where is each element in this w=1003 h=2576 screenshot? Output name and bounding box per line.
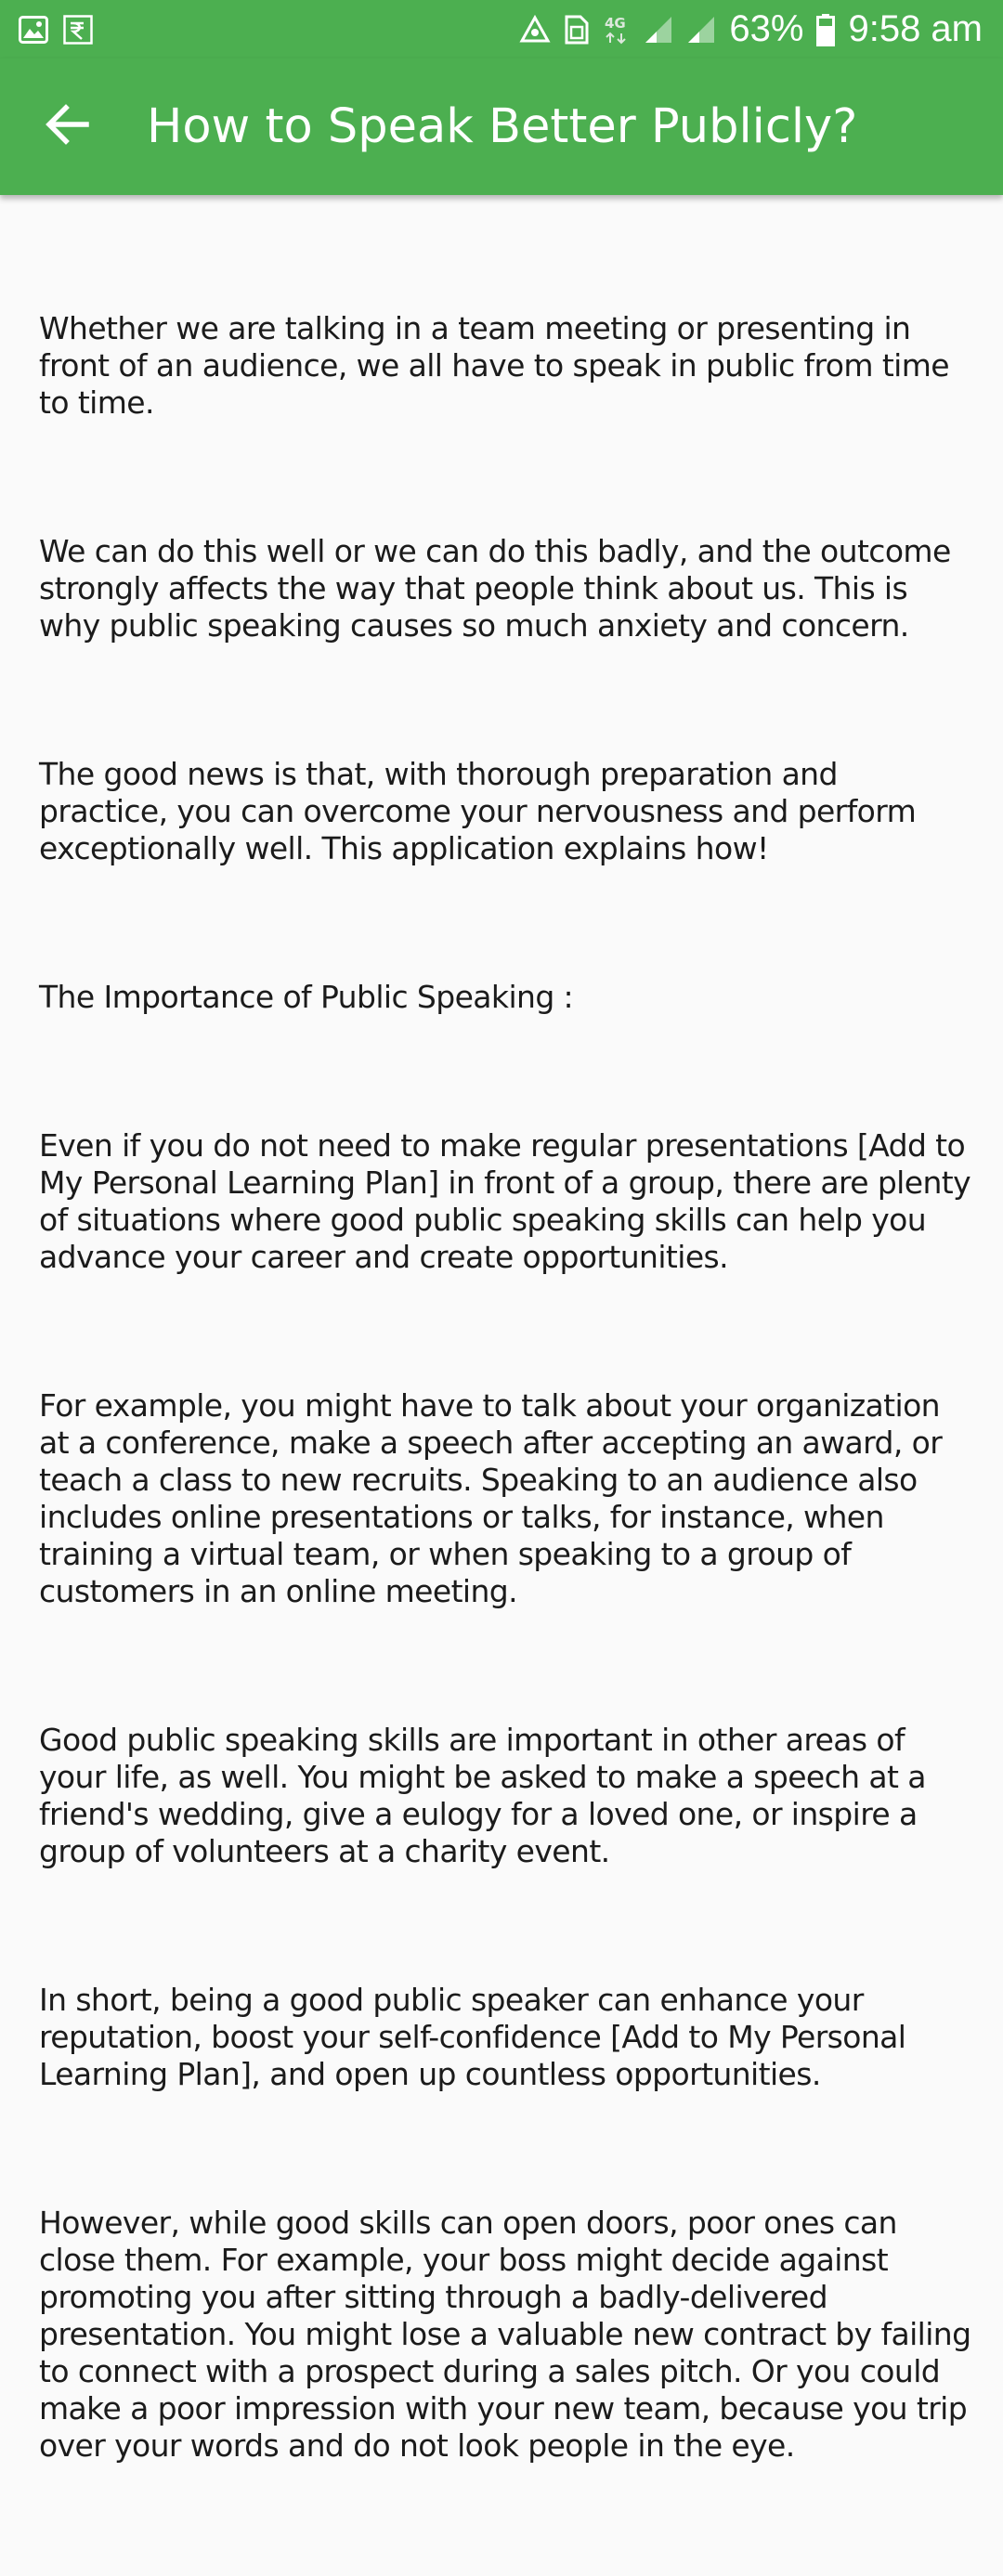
rupee-notification-icon — [63, 15, 93, 45]
signal-icon-2 — [686, 15, 716, 45]
status-left-icons — [19, 13, 93, 46]
battery-percent: 63% — [729, 8, 804, 49]
article-section-heading: The Importance of Public Speaking : — [39, 979, 574, 1015]
article-body — [0, 195, 1003, 2576]
4g-icon — [603, 13, 631, 46]
article-paragraph-1: Whether we are talking in a team meeting or presenting in front of an audience, we all have to speak in public from time to time. — [39, 310, 958, 421]
status-right-icons — [519, 0, 983, 59]
sim-icon — [564, 14, 590, 46]
signal-icon — [644, 15, 673, 45]
battery-icon — [816, 13, 835, 46]
article-paragraph-6: Good public speaking skills are important in other areas of your life, as well. You might be asked to make a speech at a friend's wedding, give a eulogy for a loved one, or inspire a group of volunteers at a charity event. — [39, 1722, 935, 1869]
back-button[interactable] — [26, 90, 110, 163]
article-scroll-view[interactable] — [0, 195, 1003, 2464]
image-icon — [19, 16, 48, 44]
article-paragraph-5: For example, you might have to talk about your organization at a conference, make a speech after accepting an award, or teach a class to new recruits. Speaking to an audience also includes online presentations or talks, for instance, when training a virtual team, or when speaking to a group of customers in an online meeting. — [39, 1387, 952, 1609]
article-paragraph-8: However, while good skills can open doors, poor ones can close them. For example, your boss might decide against promoting you after sitting through a badly-delivered presentation. You might lose a valuable new contract by failing to connect with a prospect during a sales pitch. Or you could make a poor impression with your new team, because you trip over your words and do not look people in the eye. — [39, 2205, 981, 2464]
arrow-back-icon — [46, 104, 90, 149]
article-paragraph-7: In short, being a good public speaker can enhance your reputation, boost your self-confidence [Add to My Personal Learning Plan], and open up countless opportunities. — [39, 1982, 916, 2092]
article-paragraph-2: We can do this well or we can do this badly, and the outcome strongly affects the way that people think about us. This is why public speaking causes so much anxiety and concern. — [39, 533, 960, 644]
svg-text:4G: 4G — [605, 14, 627, 32]
article-paragraph-3: The good news is that, with thorough preparation and practice, you can overcome your nervousness and perform exceptionally well. This application explains how! — [39, 756, 926, 866]
data-saver-icon — [519, 15, 551, 45]
page-title: How to Speak Better Publicly? — [147, 99, 858, 154]
article-paragraph-4: Even if you do not need to make regular presentations [Add to My Personal Learning Plan] in front of a group, there are plenty of situations where good public speaking skills can help you advance your career and create opportunities. — [39, 1127, 980, 1275]
app-bar — [0, 59, 1003, 195]
status-bar — [0, 0, 1003, 59]
clock: 9:58 am — [848, 8, 983, 49]
